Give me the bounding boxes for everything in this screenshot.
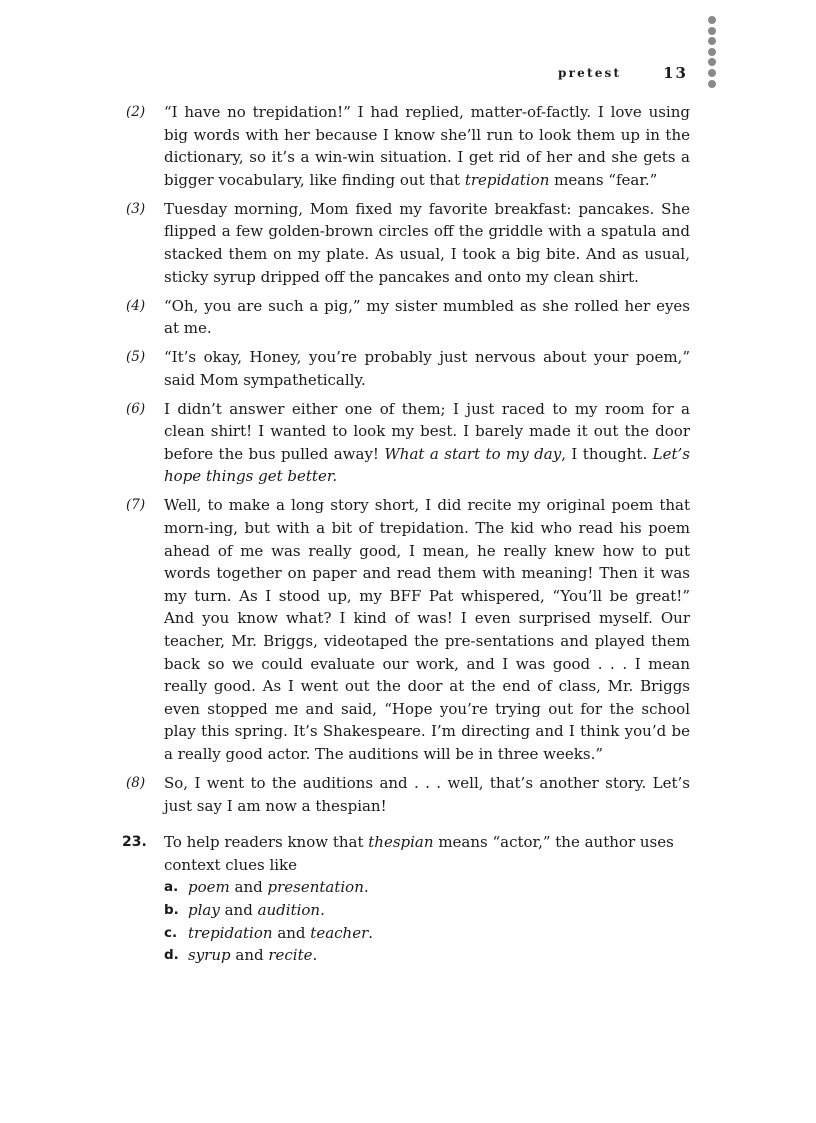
paragraph [122, 494, 690, 765]
paragraph [122, 295, 690, 340]
question-stem [164, 831, 690, 876]
text-run: . [312, 946, 318, 965]
answer-option[interactable] [164, 899, 690, 922]
italic-text: syrup [188, 946, 231, 965]
text-run: . [320, 900, 325, 919]
italic-text: recite [268, 946, 313, 965]
paragraph-number: (8) [126, 774, 146, 791]
text-run: means “fear.” [549, 170, 658, 189]
section-label: pretest [558, 66, 622, 80]
paragraph-number: (5) [126, 349, 146, 366]
text-run: Well, to make a long story short, I did recite my original poem that morn-ing, but with a bit of trepidation. The kid who read his poem ahead of me was really good, I mean, he really knew how to put words together on paper and read them with meaning! Then it was my turn. As I stood up, my BFF Pat whispered, “You’ll be great!” And you know what? I kind of was! I even surprised myself. Our teacher, Mr. Briggs, videotaped the pre-sentations and played them back so we could evaluate our work, and I was good . . . I mean really good. As I went out the door at the end of class, Mr. Briggs even stopped me and said, “Hope you’re trying out for the school play this spring. It’s Shakespeare. I’m directing and I think you’d be a really good actor. The auditions will be in three weeks.” [164, 496, 690, 763]
option-letter: c. [164, 924, 178, 941]
text-run: . [368, 923, 374, 942]
answer-option[interactable] [164, 922, 690, 945]
text-run: “Oh, you are such a pig,” my sister mumbled as she rolled her eyes at me. [164, 296, 690, 338]
italic-text: presentation [267, 878, 364, 897]
text-run: So, I went to the auditions and . . . well, that’s another story. Let’s just say I am now a thespian! [164, 773, 690, 815]
answer-option[interactable] [164, 944, 690, 967]
italic-text: poem [188, 878, 230, 897]
paragraph [122, 101, 690, 191]
text-run: Tuesday morning, Mom fixed my favorite breakfast: pancakes. She flipped a few golden-brown circles off the griddle with a spatula and stacked them on my plate. As usual, I took a big bite. And as usual, sticky syrup dripped off the pancakes and onto my clean shirt. [164, 199, 690, 286]
dot-ornament [708, 27, 716, 35]
answer-option[interactable] [164, 876, 690, 899]
running-head [558, 64, 688, 84]
text-run: and [272, 923, 311, 942]
page-body [122, 101, 690, 967]
dot-ornament [708, 37, 716, 45]
answer-options [164, 876, 690, 966]
passage [122, 101, 690, 817]
option-letter: a. [164, 879, 179, 896]
italic-text: What a start to my day [384, 444, 562, 463]
paragraph-number: (7) [126, 497, 146, 514]
dot-ornament [708, 48, 716, 56]
dot-ornament [708, 69, 716, 77]
text-run: and [219, 900, 258, 919]
paragraph-number: (6) [126, 400, 146, 417]
text-run: means “actor,” the author uses context clues like [164, 833, 674, 874]
text-run: To help readers know that [164, 833, 369, 852]
dot-ornament [708, 80, 716, 88]
paragraph [122, 772, 690, 817]
paragraph [122, 398, 690, 488]
paragraph [122, 198, 690, 288]
italic-text: trepidation [188, 923, 273, 942]
text-run: and [229, 878, 268, 897]
paragraph [122, 346, 690, 391]
text-run: “It’s okay, Honey, you’re probably just nervous about your poem,” said Mom sympathetically. [164, 348, 690, 389]
italic-text: play [188, 900, 220, 919]
italic-text: trepidation [464, 170, 550, 189]
page-edge-dots [708, 16, 718, 90]
paragraph-number: (2) [126, 104, 146, 120]
italic-text: thespian [368, 833, 434, 852]
option-letter: d. [164, 947, 179, 964]
text-run: I didn’t answer either one of them; I just raced to my room for a clean shirt! I wanted to look my best. I barely made it out the door before the bus pulled away! [164, 399, 690, 463]
dot-ornament [708, 16, 716, 24]
italic-text: teacher [310, 923, 369, 942]
dot-ornament [708, 58, 716, 66]
italic-text: Let’s hope things get better. [164, 444, 691, 486]
italic-text: audition [257, 900, 321, 919]
paragraph-number: (3) [126, 200, 146, 217]
text-run: and [230, 946, 269, 965]
text-run: , I thought. [561, 444, 653, 463]
option-letter: b. [164, 901, 179, 918]
question [122, 831, 690, 967]
text-run: . [363, 878, 369, 897]
question-number: 23. [122, 834, 147, 851]
text-run: “I have no trepidation!” I had replied, matter-of-factly. I love using big words with her because I know she’ll run to look them up in the dictionary, so it’s a win-win situation. I get rid of her and she gets a bigger vocabulary, like finding out that [164, 103, 690, 189]
paragraph-number: (4) [126, 297, 146, 314]
page-number: 13 [663, 64, 688, 82]
